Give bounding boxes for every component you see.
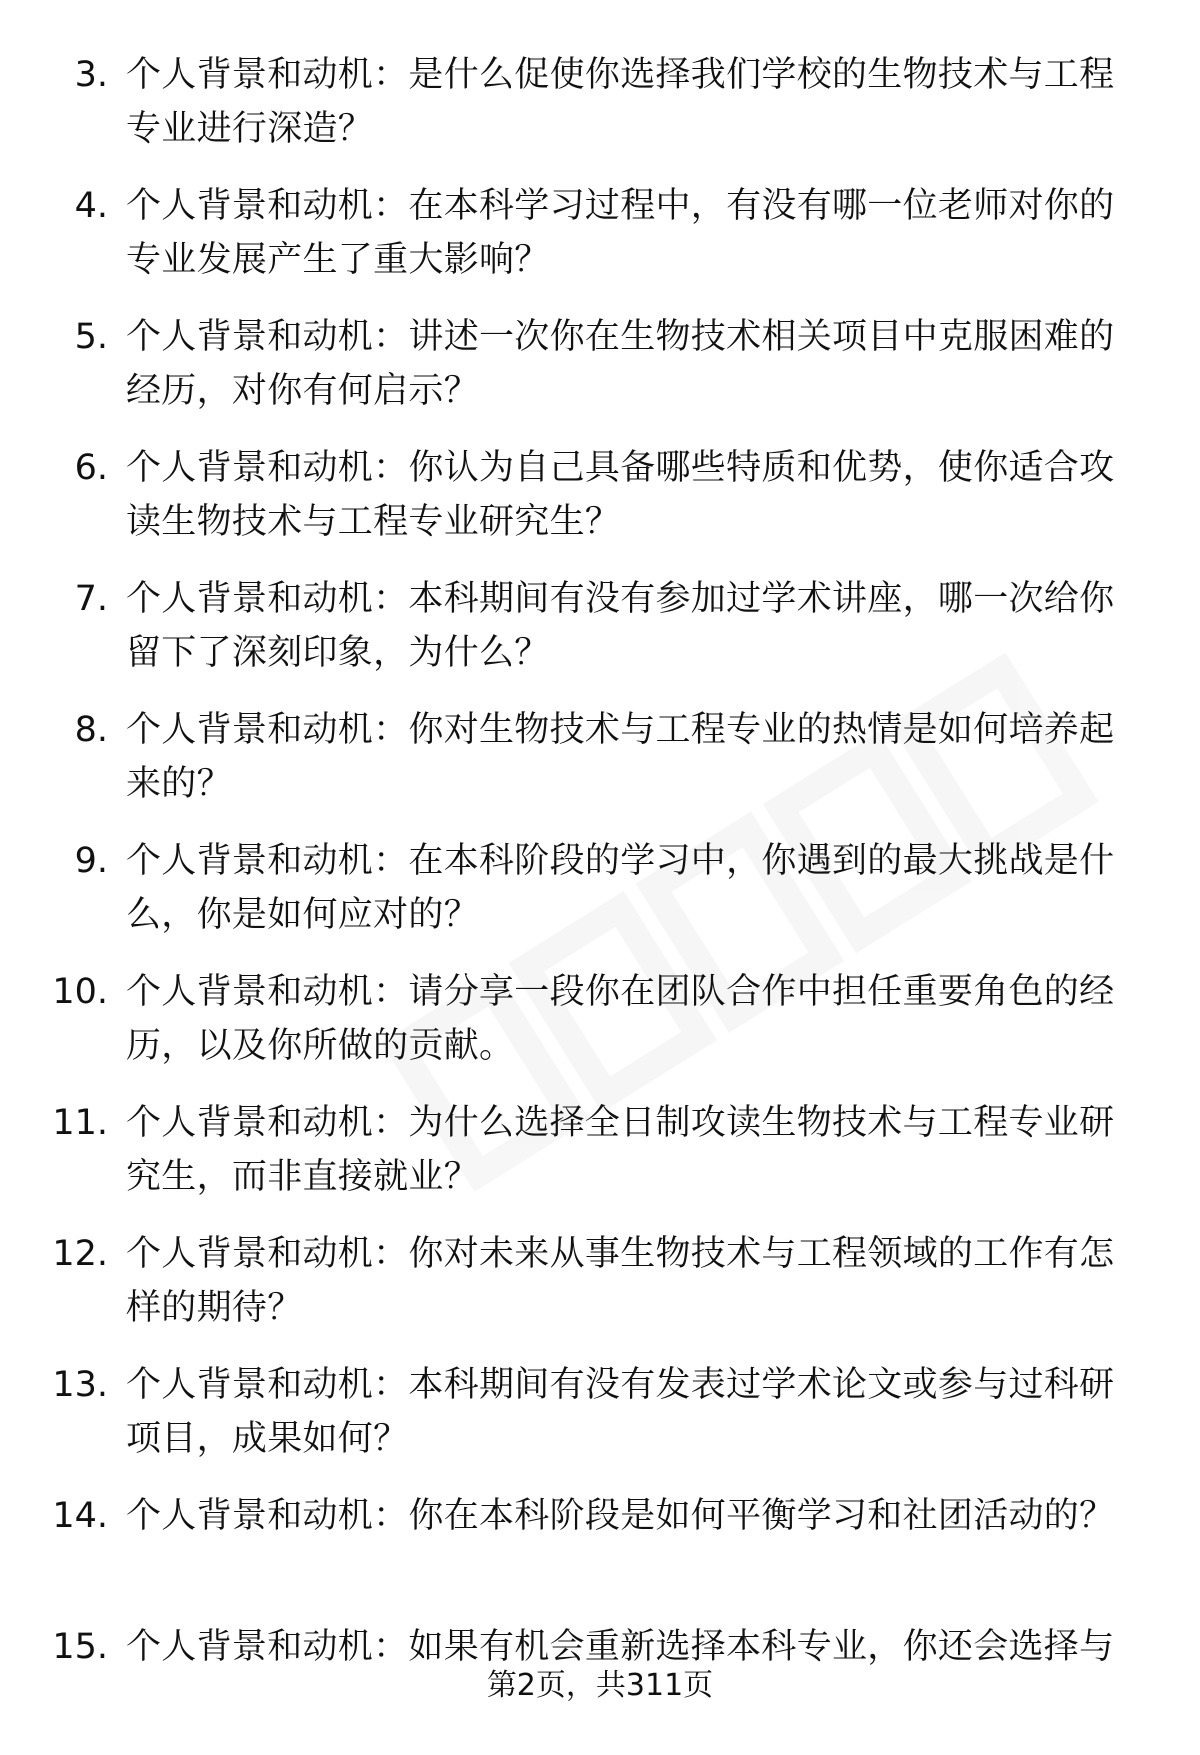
question-item xyxy=(0,703,1200,834)
question-number: 5. xyxy=(74,317,108,357)
question-number: 10. xyxy=(52,972,108,1012)
question-item xyxy=(0,572,1200,703)
question-number: 8. xyxy=(74,710,108,750)
question-number: 11. xyxy=(52,1103,108,1143)
question-text: 个人背景和动机：你认为自己具备哪些特质和优势，使你适合攻读生物技术与工程专业研究生？ xyxy=(126,448,1115,542)
question-number: 7. xyxy=(74,579,108,619)
question-text: 个人背景和动机：你在本科阶段是如何平衡学习和社团活动的？ xyxy=(126,1496,1115,1536)
question-number: 9. xyxy=(74,841,108,881)
question-item xyxy=(0,1227,1200,1358)
question-item xyxy=(0,310,1200,441)
question-text: 个人背景和动机：是什么促使你选择我们学校的生物技术与工程专业进行深造？ xyxy=(126,55,1115,149)
question-text: 个人背景和动机：本科期间有没有参加过学术讲座，哪一次给你留下了深刻印象，为什么？ xyxy=(126,579,1115,673)
question-item xyxy=(0,179,1200,310)
question-text: 个人背景和动机：你对生物技术与工程专业的热情是如何培养起来的？ xyxy=(126,710,1115,804)
question-item xyxy=(0,965,1200,1096)
question-text: 个人背景和动机：在本科阶段的学习中，你遇到的最大挑战是什么，你是如何应对的？ xyxy=(126,841,1115,935)
question-number: 13. xyxy=(52,1365,108,1405)
question-item xyxy=(0,441,1200,572)
question-text: 个人背景和动机：请分享一段你在团队合作中担任重要角色的经历，以及你所做的贡献。 xyxy=(126,972,1115,1066)
question-text: 个人背景和动机：为什么选择全日制攻读生物技术与工程专业研究生，而非直接就业？ xyxy=(126,1103,1115,1197)
question-text: 个人背景和动机：你对未来从事生物技术与工程领域的工作有怎样的期待？ xyxy=(126,1234,1115,1328)
question-text: 个人背景和动机：本科期间有没有发表过学术论文或参与过科研项目，成果如何？ xyxy=(126,1365,1115,1459)
question-number: 12. xyxy=(52,1234,108,1274)
question-number: 14. xyxy=(52,1496,108,1536)
question-item xyxy=(0,1096,1200,1227)
question-item xyxy=(0,48,1200,179)
question-number: 3. xyxy=(74,55,108,95)
question-number: 15. xyxy=(52,1627,108,1667)
question-text: 个人背景和动机：如果有机会重新选择本科专业，你还会选择与 xyxy=(126,1627,1115,1667)
question-list xyxy=(0,48,1200,1751)
question-item xyxy=(0,834,1200,965)
question-number: 4. xyxy=(74,186,108,226)
question-number: 6. xyxy=(74,448,108,488)
question-item xyxy=(0,1489,1200,1620)
question-text: 个人背景和动机：讲述一次你在生物技术相关项目中克服困难的经历，对你有何启示？ xyxy=(126,317,1115,411)
question-item xyxy=(0,1358,1200,1489)
page-number: 第2页，共311页 xyxy=(486,1668,714,1703)
question-text: 个人背景和动机：在本科学习过程中，有没有哪一位老师对你的专业发展产生了重大影响？ xyxy=(126,186,1115,280)
